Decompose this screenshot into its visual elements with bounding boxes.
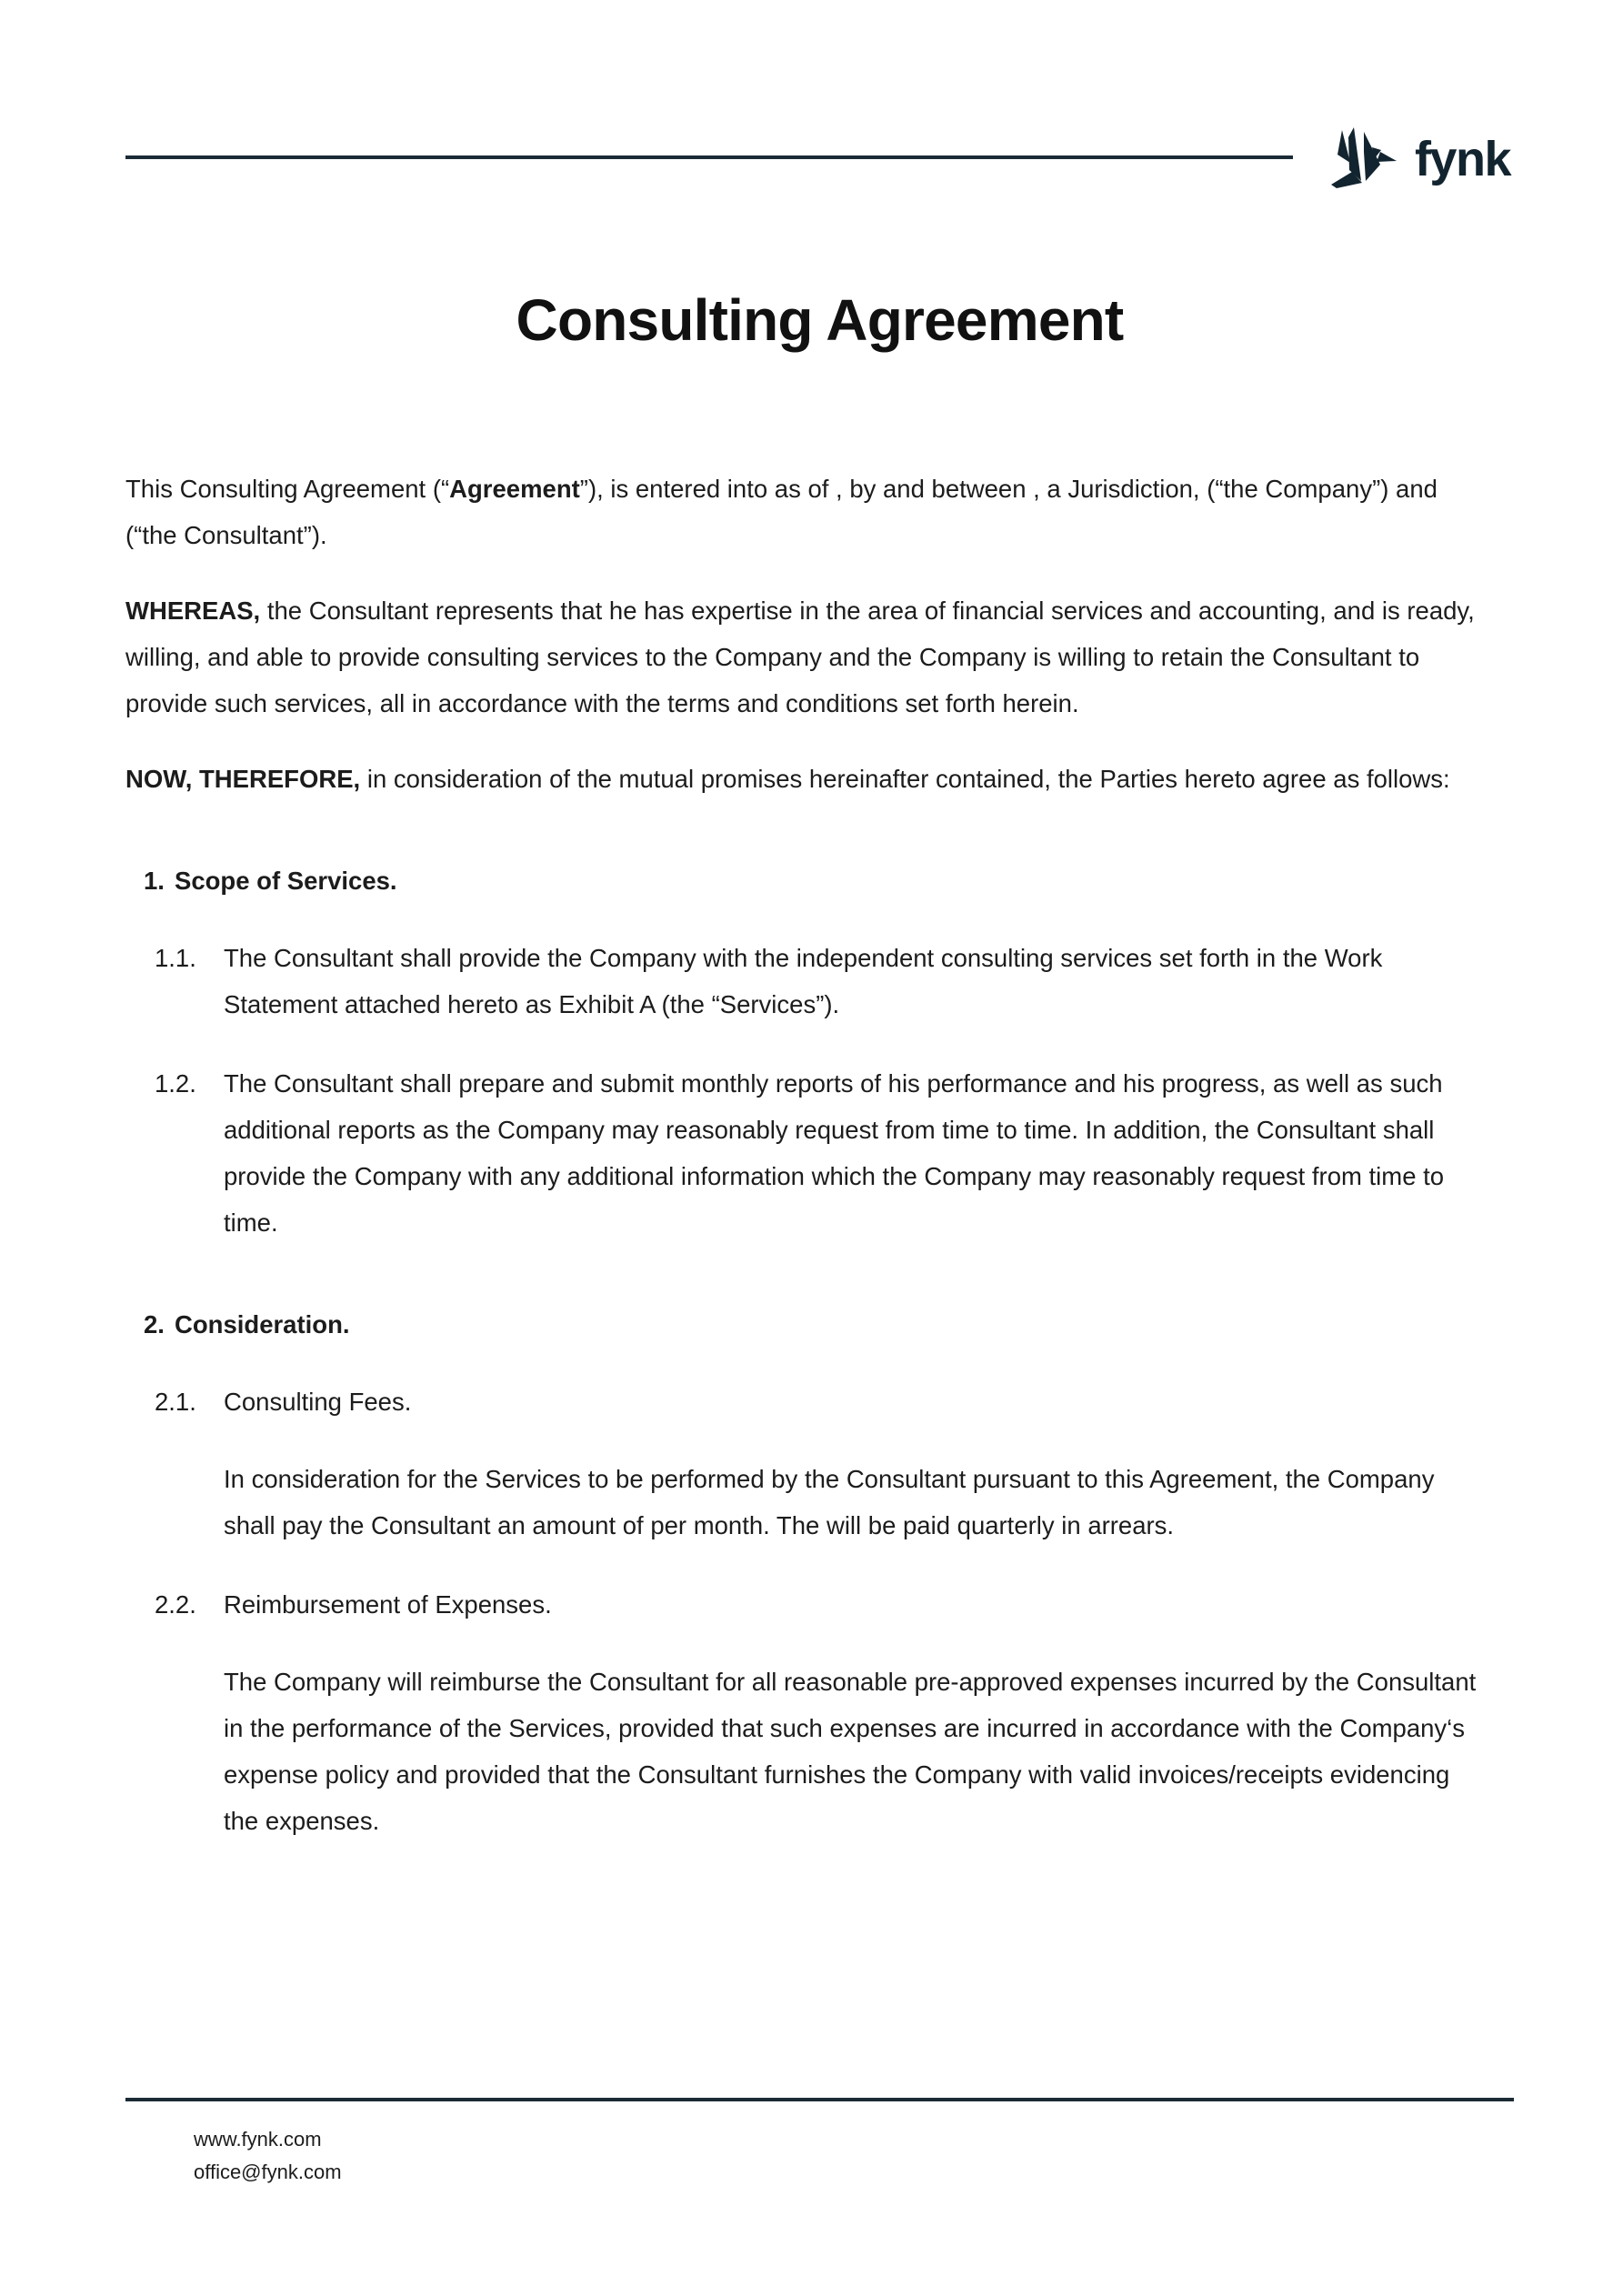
agreement-defined-term: Agreement: [449, 475, 580, 503]
footer-website[interactable]: www.fynk.com: [194, 2128, 322, 2151]
section-heading: [144, 1304, 1485, 1346]
clause-2-2: [153, 1581, 1485, 1628]
clause-number: 1.2.: [155, 1069, 196, 1098]
clause-number: 2.2.: [155, 1590, 196, 1619]
clause-text: The Consultant shall provide the Company with the independent consulting services set forth in the Work Statement attached hereto as Exhibit A (the “Services”).: [224, 944, 1383, 1018]
footer-email[interactable]: office@fynk.com: [194, 2161, 342, 2183]
now-therefore-lead: NOW, THEREFORE,: [125, 765, 361, 793]
whereas-text: the Consultant represents that he has expertise in the area of financial services and accounting, and is ready, willing, and able to provide consulting services to the Company and the Company is willing to retain the Consultant to provide such services, all in accordance with the terms and conditions set forth herein.: [125, 597, 1475, 717]
clause-text: The Consultant shall prepare and submit monthly reports of his performance and his progress, as well as such additional reports as the Company may reasonably request from time to time. In addition, the Consultant shall provide the Company with any additional information which the Company may reasonably request from time to time.: [224, 1069, 1445, 1237]
section-scope-of-services: [125, 860, 1485, 1246]
footer-contact: [125, 2123, 1514, 2189]
footer-divider: [125, 2098, 1514, 2101]
fynk-bird-logo-icon: [1324, 125, 1402, 190]
now-therefore-paragraph: [125, 756, 1485, 802]
clause-2-1-body: [224, 1456, 1485, 1549]
clause-1-2: [153, 1060, 1485, 1246]
page-footer: [125, 2098, 1514, 2189]
clause-body-paragraph: The Company will reimburse the Consultant for all reasonable pre-approved expenses incurred by the Consultant in the performance of the Services, provided that such expenses are incurred in accordance with the Company‘s expense policy and provided that the Consultant furnishes the Company with valid invoices/receipts evidencing the expenses.: [224, 1668, 1477, 1835]
clause-1-1: [153, 935, 1485, 1028]
clause-2-1: [153, 1379, 1485, 1425]
document-body: [125, 466, 1485, 1844]
header-divider: [125, 155, 1293, 159]
intro-text-after: ”), is entered into as of , by and between , a Jurisdiction, (“the Company”) and (“the Consultant”).: [125, 475, 1438, 549]
clause-text: Reimbursement of Expenses.: [224, 1590, 552, 1619]
clause-number: 2.1.: [155, 1388, 196, 1416]
section-title: Scope of Services.: [175, 867, 397, 895]
section-consideration: [125, 1304, 1485, 1844]
section-number: 1.: [144, 867, 165, 895]
clause-text: Consulting Fees.: [224, 1388, 412, 1416]
intro-paragraph: [125, 466, 1485, 558]
now-therefore-text: in consideration of the mutual promises hereinafter contained, the Parties hereto agree as follows:: [360, 765, 1450, 793]
section-number: 2.: [144, 1310, 165, 1338]
whereas-lead: WHEREAS,: [125, 597, 261, 625]
whereas-paragraph: [125, 587, 1485, 727]
clause-number: 1.1.: [155, 944, 196, 972]
section-title: Consideration.: [175, 1310, 350, 1338]
section-heading: [144, 860, 1485, 902]
clause-body-paragraph: In consideration for the Services to be performed by the Consultant pursuant to this Agreement, the Company shall pay the Consultant an amount of per month. The will be paid quarterly in arrears.: [224, 1465, 1435, 1539]
fynk-wordmark: fynk: [1414, 132, 1510, 186]
brand-logo: [1324, 125, 1514, 190]
page-title: Consulting Agreement: [516, 287, 1124, 353]
clause-2-2-body: [224, 1659, 1485, 1844]
intro-text-before: This Consulting Agreement (“: [125, 475, 450, 503]
page-header: [125, 116, 1514, 198]
